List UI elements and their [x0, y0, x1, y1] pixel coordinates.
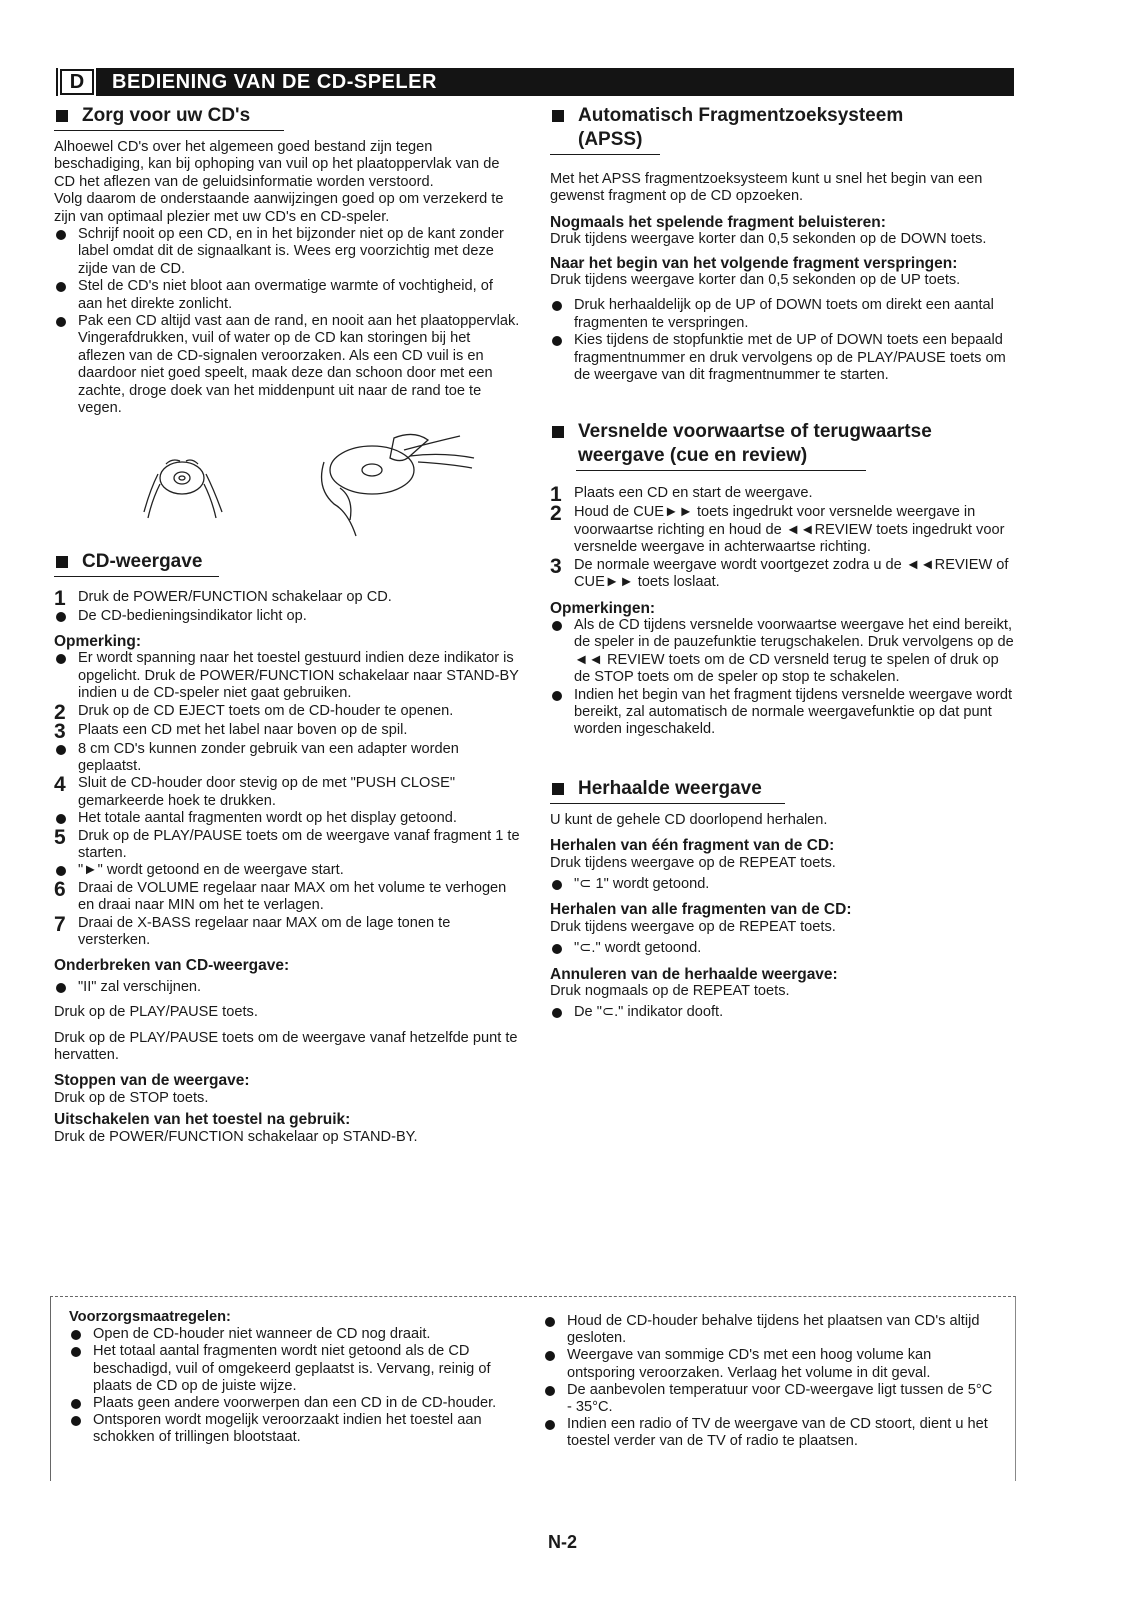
list-item: "⊂." wordt getoond. — [550, 940, 1014, 957]
repeat-sub3-title: Annuleren van de herhaalde weergave: — [550, 965, 838, 983]
step-5: 5 Druk op de PLAY/PAUSE toets om de weergave vanaf fragment 1 te starten. — [54, 825, 520, 861]
square-bullet-icon — [552, 783, 564, 795]
repeat-sub3-text: Druk nogmaals op de REPEAT toets. — [550, 983, 790, 999]
apss-sub1-title: Nogmaals het spelende fragment beluisteren: — [550, 213, 886, 231]
stop-text: Druk op de STOP toets. — [54, 1089, 209, 1106]
step-7: 7 Draai de X-BASS regelaar naar MAX om de lage tonen te versterken. — [54, 912, 451, 948]
step-3: 3 De normale weergave wordt voortgezet zodra u de ◄◄REVIEW of CUE►► toets loslaat. — [550, 554, 1009, 591]
list-item: Het totaal aantal fragmenten wordt niet getoond als de CD beschadigd, vuil of omgekeerd geplaatst is. Vervang, reinig of plaats de CD op de juiste wijze. — [69, 1343, 521, 1395]
care-list — [54, 226, 520, 417]
precautions-left — [69, 1309, 521, 1447]
list-item: Houd de CD-houder behalve tijdens het plaatsen van CD's altijd gesloten. — [543, 1313, 995, 1347]
repeat-sub1-title: Herhalen van één fragment van de CD: — [550, 837, 835, 855]
step-2: 2 Druk op de CD EJECT toets om de CD-houder te openen. — [54, 700, 454, 724]
interrupt-heading: Onderbreken van CD-weergave: — [54, 957, 290, 975]
left-column — [54, 104, 520, 1146]
playback-heading: CD-weergave — [54, 550, 520, 574]
step-4: 4 Sluit de CD-houder door stevig op de met "PUSH CLOSE" gemarkeerde hoek te drukken. — [54, 773, 456, 809]
stop-heading: Stoppen van de weergave: — [54, 1072, 250, 1090]
list-item: Weergave van sommige CD's met een hoog volume kan ontsporing veroorzaken. Verlaag het volume in dit geval. — [543, 1347, 995, 1381]
list-item: De CD-bedieningsindikator licht op. — [54, 608, 520, 625]
apss-sub1-text: Druk tijdens weergave korter dan 0,5 sekonden op de DOWN toets. — [550, 231, 987, 248]
cd-hands-icon — [54, 428, 520, 546]
square-bullet-icon — [552, 110, 564, 122]
page-number: N-2 — [547, 1532, 577, 1552]
list-item: Stel de CD's niet bloot aan overmatige warmte of vochtigheid, of aan het direkte zonlicht. — [54, 278, 520, 313]
precautions-box — [50, 1296, 1016, 1481]
list-item: "II" zal verschijnen. — [54, 979, 520, 996]
list-item: Ontsporen wordt mogelijk veroorzaakt indien het toestel aan schokken of trillingen blootstaat. — [69, 1412, 521, 1446]
list-item: "►" wordt getoond en de weergave start. — [54, 862, 520, 879]
step-1: 1 Plaats een CD en start de weergave. — [550, 483, 813, 507]
off-heading: Uitschakelen van het toestel na gebruik: — [54, 1111, 351, 1129]
list-item: De "⊂." indikator dooft. — [550, 1004, 1014, 1021]
apss-sub2-text: Druk tijdens weergave korter dan 0,5 sekonden op de UP toets. — [550, 272, 961, 289]
cd-handling-illustration — [54, 428, 520, 546]
step-1: 1 Druk de POWER/FUNCTION schakelaar op CD. — [54, 586, 392, 610]
cue-notes-list — [550, 617, 1014, 739]
list-item: 8 cm CD's kunnen zonder gebruik van een adapter worden geplaatst. — [54, 741, 520, 776]
interrupt-text-2: Druk op de PLAY/PAUSE toets om de weergave vanaf hetzelfde punt te hervatten. — [54, 1029, 518, 1064]
list-item: "⊂ 1" wordt getoond. — [550, 876, 1014, 893]
apss-intro: Met het APSS fragmentzoeksysteem kunt u snel het begin van een gewenst fragment op de CD opzoeken. — [550, 171, 983, 205]
list-item: Open de CD-houder niet wanneer de CD nog draait. — [69, 1326, 521, 1343]
repeat-sub2-title: Herhalen van alle fragmenten van de CD: — [550, 901, 852, 919]
list-item: Kies tijdens de stopfunktie met de UP of DOWN toets een bepaald fragmentnummer en druk vervolgens op de PLAY/PAUSE toets om de weergave van dit fragmentnummer te starten. — [550, 332, 1014, 384]
list-item: Het totale aantal fragmenten wordt op het display getoond. — [54, 810, 520, 827]
step-6: 6 Draai de VOLUME regelaar naar MAX om het volume te verhogen en draai naar MIN om het te verlagen. — [54, 877, 507, 914]
repeat-heading: Herhaalde weergave — [550, 777, 1014, 801]
list-item: Indien het begin van het fragment tijdens versnelde weergave wordt bereikt, zal automatisch de normale weergavefunktie op dat punt worden ingeschakeld. — [550, 687, 1014, 739]
apss-list — [550, 297, 1014, 384]
step-2: 2 Houd de CUE►► toets ingedrukt voor versnelde weergave in voorwaartse richting en houd de ◄◄REVIEW toets ingedrukt voor versnelde weergave in achterwaartse richting. — [550, 502, 1005, 556]
list-item: Als de CD tijdens versnelde voorwaartse weergave het eind bereikt, de speler in de pauzefunktie terugschakelen. Druk vervolgens op de ◄◄ REVIEW toets om de CD versneld terug te spelen of druk op de STOP toets om de speler op stop te schakelen. — [550, 617, 1014, 687]
care-heading: Zorg voor uw CD's — [54, 104, 520, 128]
section-title: BEDIENING VAN DE CD-SPELER — [112, 70, 437, 93]
care-intro-2: Volg daarom de onderstaande aanwijzingen goed op om verzekerd te zijn van optimaal plezier met uw CD's en CD-speler. — [54, 191, 504, 225]
cue-notes-label: Opmerkingen: — [550, 599, 656, 617]
section-header — [56, 68, 1014, 96]
interrupt-text-1: Druk op de PLAY/PAUSE toets. — [54, 1004, 258, 1021]
step-3: 3 Plaats een CD met het label naar boven op de spil. — [54, 719, 408, 743]
list-item: De aanbevolen temperatuur voor CD-weergave ligt tussen de 5°C - 35°C. — [543, 1382, 995, 1416]
list-item: Indien een radio of TV de weergave van de CD stoort, dient u het toestel verder van de TV of radio te plaatsen. — [543, 1416, 995, 1450]
repeat-sub1-text: Druk tijdens weergave op de REPEAT toets. — [550, 854, 836, 871]
note-label: Opmerking: — [54, 632, 141, 650]
apss-heading: Automatisch Fragmentzoeksysteem (APSS) — [550, 104, 1014, 152]
list-item: Plaats geen andere voorwerpen dan een CD in de CD-houder. — [69, 1395, 521, 1412]
right-column — [550, 104, 1014, 1022]
apss-sub2-title: Naar het begin van het volgende fragment verspringen: — [550, 254, 958, 272]
cue-heading: Versnelde voorwaartse of terugwaartse weergave (cue en review) — [550, 420, 1014, 468]
repeat-intro: U kunt de gehele CD doorlopend herhalen. — [550, 811, 828, 828]
list-item: Druk herhaaldelijk op de UP of DOWN toets om direkt een aantal fragmenten te verspringen. — [550, 297, 1014, 332]
square-bullet-icon — [552, 426, 564, 438]
list-item: Pak een CD altijd vast aan de rand, en nooit aan het plaatoppervlak. Vingerafdrukken, vuil of water op de CD kan storingen bij het aflezen van de CD-signalen veroorzaken. Als een CD vuil is en daardoor niet goed speelt, maak deze dan schoon door met een zachte, droge doek van het middenpunt uit naar de rand toe te vegen. — [54, 313, 520, 417]
list-item: Schrijf nooit op een CD, en in het bijzonder niet op de kant zonder label omdat dit de signaalkant is. Wees erg voorzichtig met deze zijde van de CD. — [54, 226, 520, 278]
precautions-title: Voorzorgsmaatregelen: — [69, 1309, 231, 1325]
square-bullet-icon — [56, 110, 68, 122]
section-badge: D — [60, 69, 94, 95]
care-intro-1: Alhoewel CD's over het algemeen goed bestand zijn tegen beschadiging, kan bij ophoping van vuil op het plaatoppervlak van de CD het aflezen van de geluidsinformatie worden verstoord. — [54, 139, 500, 190]
off-text: Druk de POWER/FUNCTION schakelaar op STAND-BY. — [54, 1128, 418, 1145]
repeat-sub2-text: Druk tijdens weergave op de REPEAT toets. — [550, 918, 836, 935]
square-bullet-icon — [56, 556, 68, 568]
precautions-right — [543, 1313, 995, 1451]
list-item: Er wordt spanning naar het toestel gestuurd indien deze indikator is opgelicht. Druk de POWER/FUNCTION schakelaar naar STAND-BY indien u de CD-speler niet gaat gebruiken. — [54, 650, 520, 702]
